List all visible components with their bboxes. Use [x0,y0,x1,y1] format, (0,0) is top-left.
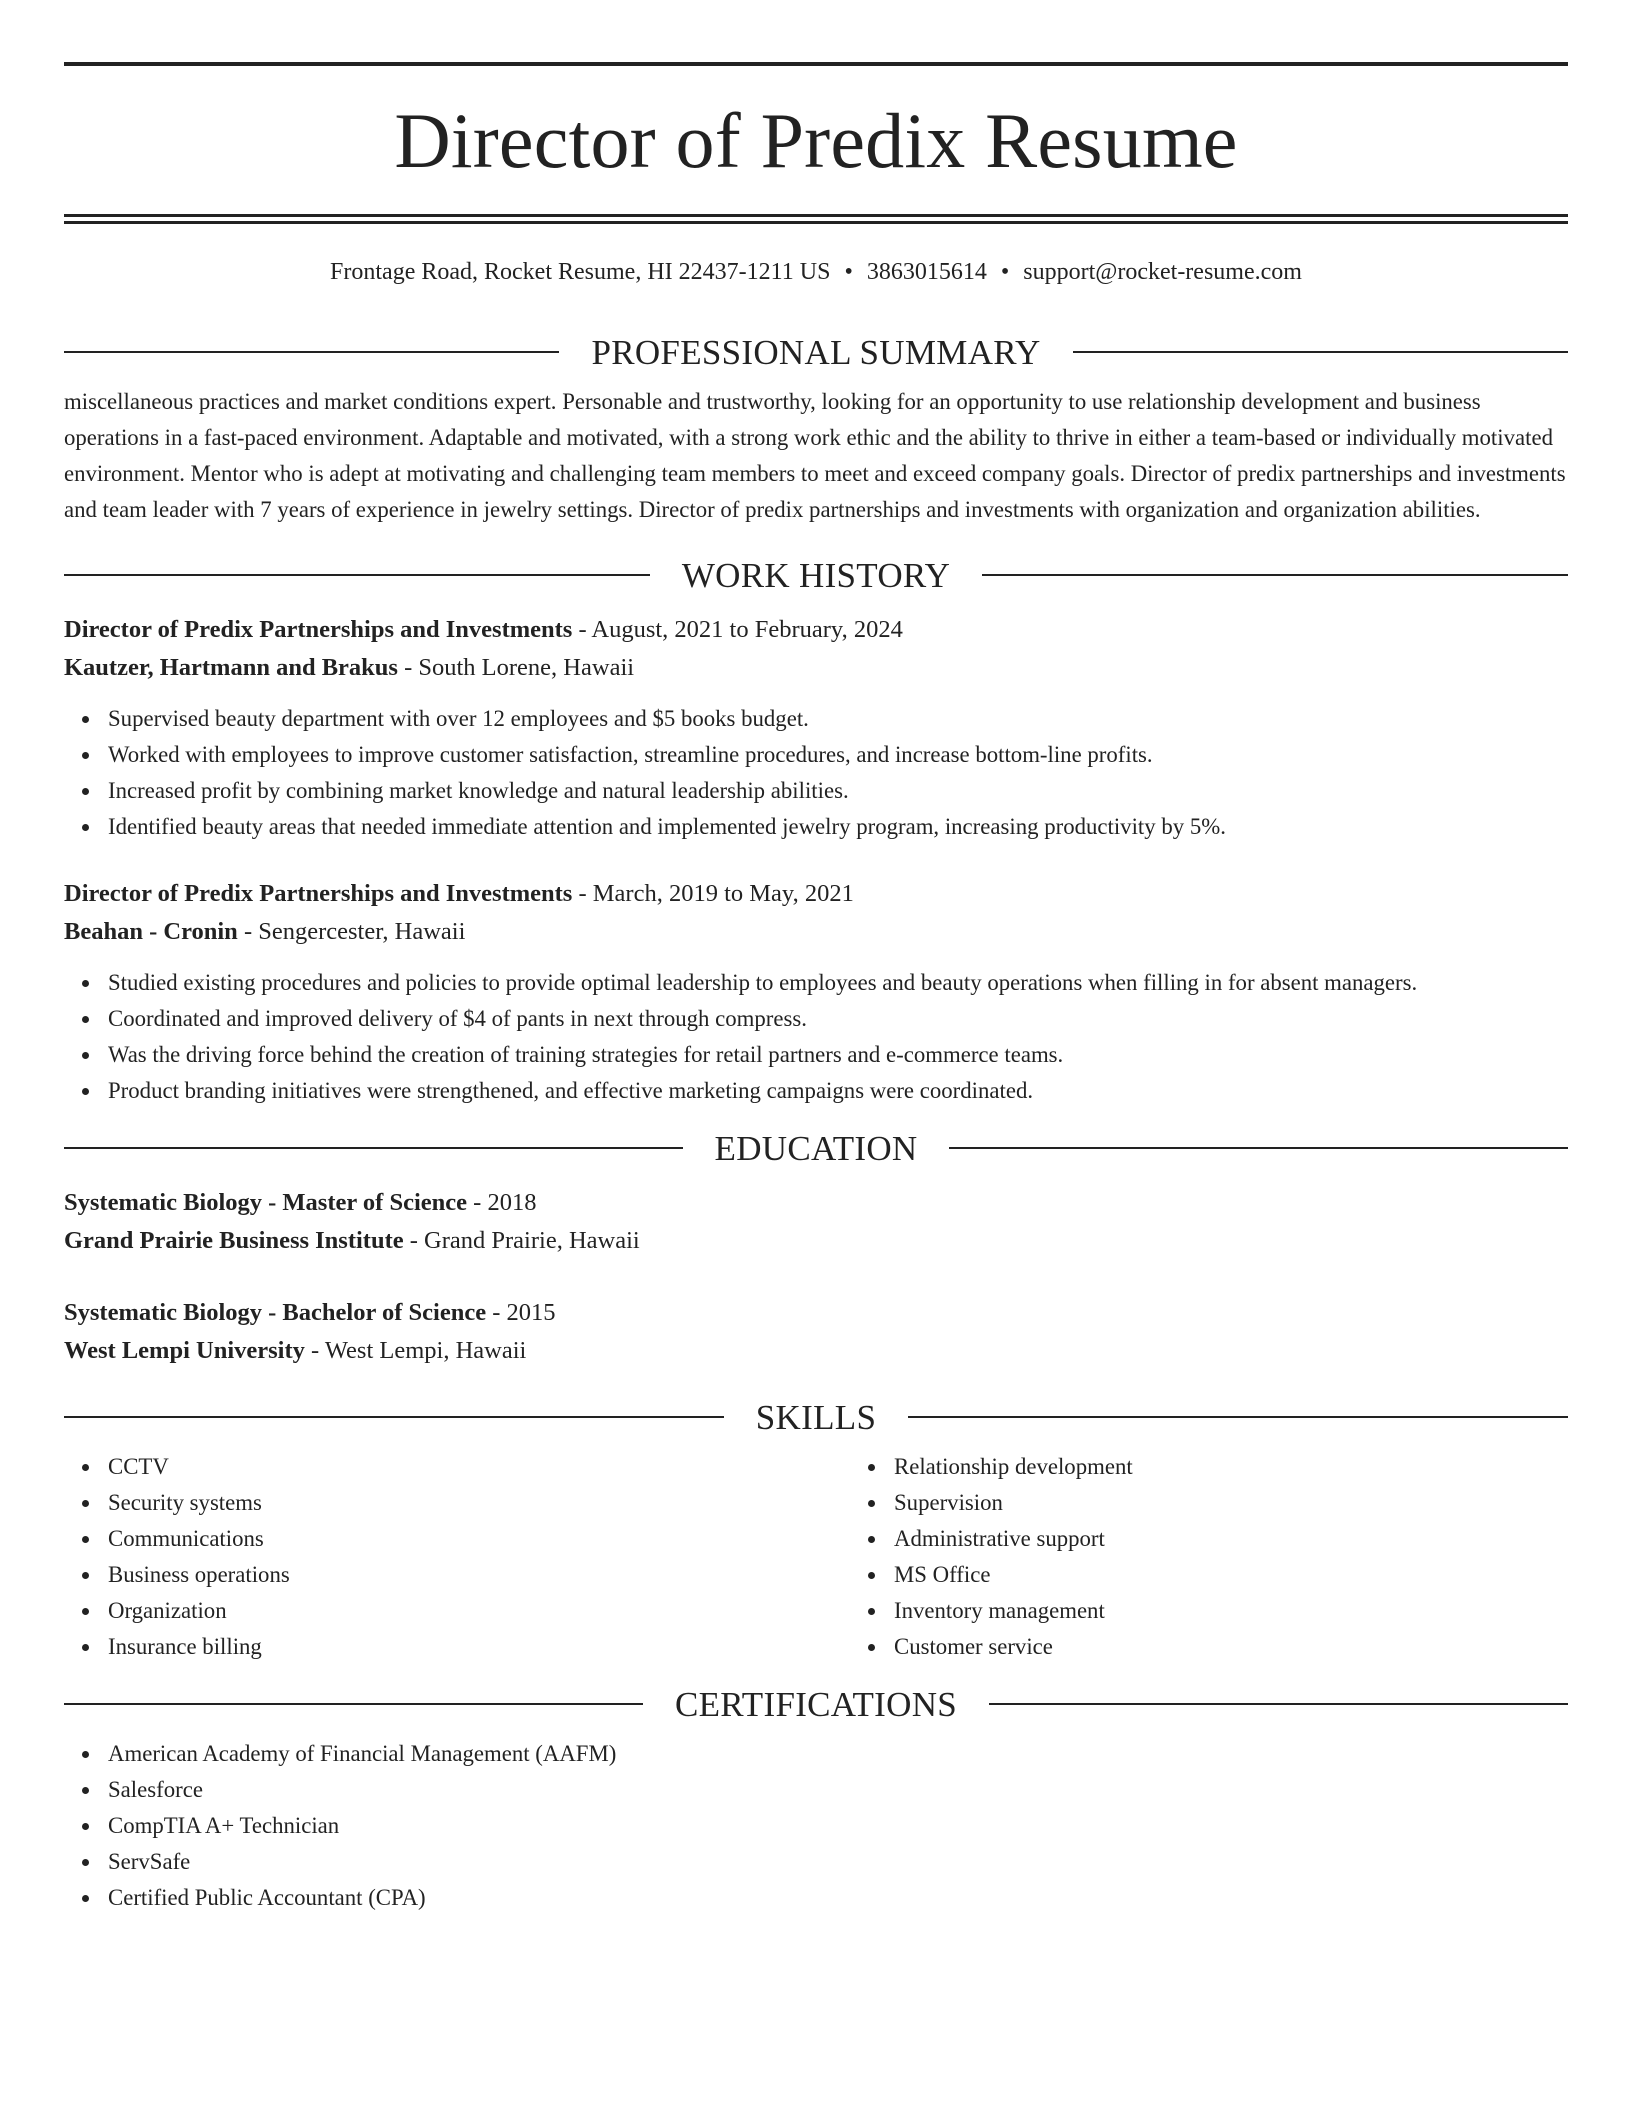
certification-item: Certified Public Accountant (CPA) [108,1880,1568,1916]
section-header-skills [64,1397,1568,1437]
contact-phone: 3863015614 [866,259,987,285]
section-rule [64,574,650,576]
section-rule [949,1147,1568,1149]
section-title-summary: PROFESSIONAL SUMMARY [591,332,1041,372]
job-title-line [64,875,1568,913]
job-company-line [64,913,1568,951]
section-title-work: WORK HISTORY [681,555,951,595]
job-bullet: Studied existing procedures and policies to provide optimal leadership to employees and beauty operations when filling in for absent managers. [108,965,1568,1001]
job-location: - South Lorene, Hawaii [397,653,635,681]
section-rule [908,1416,1568,1418]
job-dates: - March, 2019 to May, 2021 [572,879,854,907]
job-bullet: Worked with employees to improve customer satisfaction, streamline procedures, and increase bottom-line profits. [108,737,1568,773]
education-school-line [64,1332,1568,1370]
skills-grid [64,1449,1568,1665]
job-title-line [64,611,1568,649]
certification-item: CompTIA A+ Technician [108,1808,1568,1844]
skill-item: Administrative support [894,1521,1568,1557]
skill-item: Organization [108,1593,850,1629]
job-bullets [64,965,1568,1109]
skills-column-left [64,1449,850,1665]
contact-separator: • [1000,259,1010,285]
education-location: - West Lempi, Hawaii [304,1336,527,1364]
skill-item: Supervision [894,1485,1568,1521]
section-title-certifications: CERTIFICATIONS [674,1684,958,1724]
certification-item: American Academy of Financial Management (AAFM) [108,1736,1568,1772]
skill-item: Security systems [108,1485,850,1521]
section-title-skills: SKILLS [755,1397,877,1437]
skill-item: Relationship development [894,1449,1568,1485]
contact-email: support@rocket-resume.com [1023,259,1302,285]
education-degree: Systematic Biology - Bachelor of Science [64,1298,487,1326]
section-title-education: EDUCATION [714,1128,918,1168]
education-school: West Lempi University [64,1336,305,1364]
education-degree-line [64,1184,1568,1222]
section-header-education [64,1128,1568,1168]
section-rule [64,1416,724,1418]
job-title: Director of Predix Partnerships and Investments [64,615,573,643]
section-rule [982,574,1568,576]
job-company: Beahan - Cronin [64,917,238,945]
education-degree-line [64,1294,1568,1332]
skill-item: MS Office [894,1557,1568,1593]
education-school-line [64,1222,1568,1260]
job-dates: - August, 2021 to February, 2024 [572,615,903,643]
skill-item: Communications [108,1521,850,1557]
job-bullet: Product branding initiatives were strengthened, and effective marketing campaigns were coordinated. [108,1073,1568,1109]
contact-address: Frontage Road, Rocket Resume, HI 22437-1211 US [330,259,831,285]
education-year: - 2018 [467,1188,537,1216]
title-double-rule [64,214,1568,224]
education-year: - 2015 [486,1298,556,1326]
section-rule [1073,351,1568,353]
section-header-summary [64,332,1568,372]
certifications-list [64,1736,1568,1916]
contact-separator: • [844,259,853,285]
job-location: - Sengercester, Hawaii [237,917,466,945]
job-bullet: Supervised beauty department with over 12 employees and $5 books budget. [108,701,1568,737]
certification-item: Salesforce [108,1772,1568,1808]
skills-column-right [850,1449,1568,1665]
contact-line [64,258,1568,287]
section-rule [64,1703,643,1705]
skill-item: Inventory management [894,1593,1568,1629]
skill-item: Insurance billing [108,1629,850,1665]
certification-item: ServSafe [108,1844,1568,1880]
skill-item: Customer service [894,1629,1568,1665]
skill-item: CCTV [108,1449,850,1485]
job-bullet: Increased profit by combining market knowledge and natural leadership abilities. [108,773,1568,809]
section-header-certifications [64,1684,1568,1724]
skill-item: Business operations [108,1557,850,1593]
resume-title: Director of Predix Resume [394,97,1238,184]
education-entry [64,1294,1568,1370]
section-rule [64,1147,683,1149]
top-rule [64,62,1568,66]
certifications-block [64,1736,1568,1916]
job-entry [64,611,1568,845]
education-degree: Systematic Biology - Master of Science [64,1188,468,1216]
job-bullet: Identified beauty areas that needed immediate attention and implemented jewelry program, increasing productivity by 5%. [108,809,1568,845]
education-school: Grand Prairie Business Institute [64,1226,404,1254]
job-bullets [64,701,1568,845]
education-location: - Grand Prairie, Hawaii [403,1226,640,1254]
summary-text: miscellaneous practices and market conditions expert. Personable and trustworthy, looking for an opportunity to use relationship development and business operations in a fast-paced environment. Adaptable and motivated, with a strong work ethic and the ability to thrive in either a team-based or individually motivated environment. Mentor who is adept at motivating and challenging team members to meet and exceed company goals. Director of predix partnerships and investments and team leader with 7 years of experience in jewelry settings. Director of predix partnerships and investments with organization and organization abilities. [64,388,1566,522]
job-title: Director of Predix Partnerships and Investments [64,879,573,907]
job-entry [64,875,1568,1109]
section-rule [989,1703,1568,1705]
job-company-line [64,649,1568,687]
section-rule [64,351,559,353]
job-bullet: Coordinated and improved delivery of $4 of pants in next through compress. [108,1001,1568,1037]
job-company: Kautzer, Hartmann and Brakus [64,653,398,681]
education-entry [64,1184,1568,1260]
section-header-work [64,555,1568,595]
job-bullet: Was the driving force behind the creation of training strategies for retail partners and e-commerce teams. [108,1037,1568,1073]
